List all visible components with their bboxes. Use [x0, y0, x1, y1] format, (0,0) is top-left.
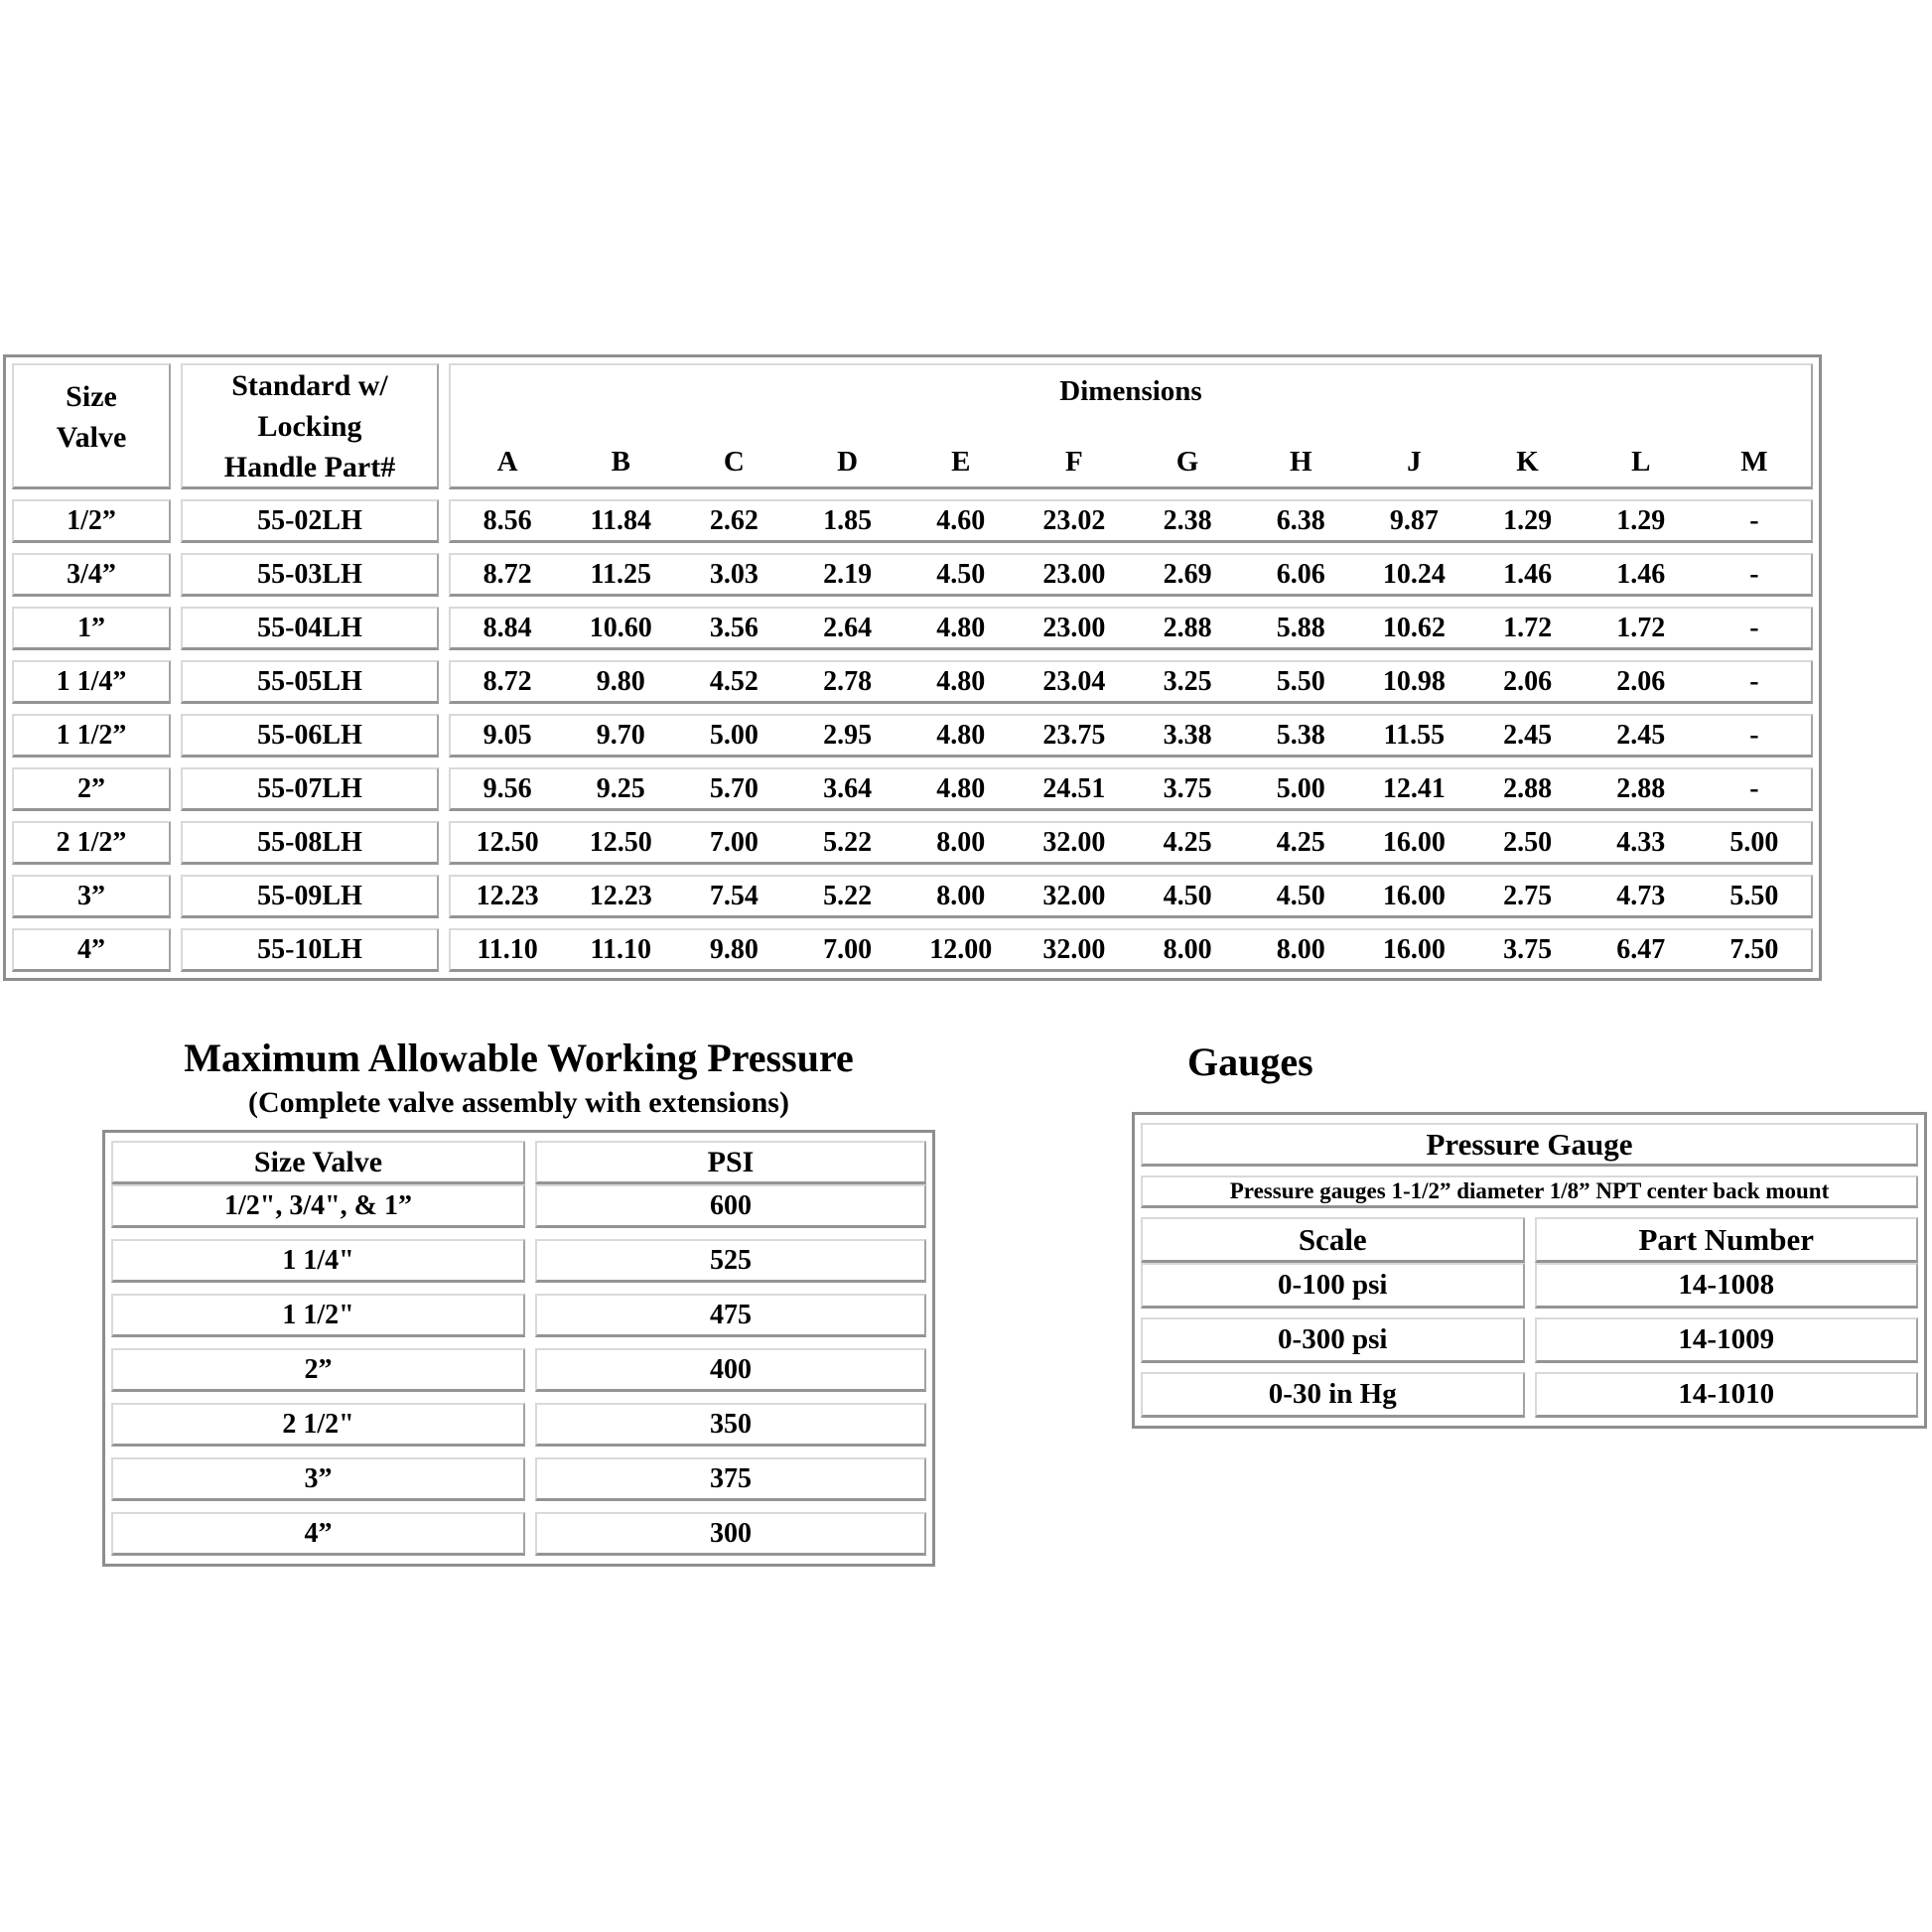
- dimension-value: 5.22: [823, 880, 873, 911]
- dimension-value: 1.29: [1616, 504, 1666, 536]
- dimension-values-cell: [449, 928, 1813, 972]
- dimension-value: 11.84: [590, 504, 651, 536]
- dimension-value: 5.88: [1276, 612, 1325, 643]
- dimension-value: 11.55: [1383, 719, 1446, 751]
- dimension-value: 1.72: [1616, 612, 1666, 643]
- scale-cell: 0-100 psi: [1141, 1263, 1525, 1309]
- dimension-letter: D: [837, 446, 859, 478]
- dimension-value: 32.00: [1042, 826, 1106, 858]
- dimensions-table-body: [12, 499, 1813, 972]
- dimension-value: 10.60: [589, 612, 652, 643]
- table-row: [12, 660, 1813, 704]
- dimension-letter: E: [951, 446, 971, 478]
- dimension-value: 12.00: [929, 933, 993, 965]
- dimension-value: 2.06: [1616, 665, 1666, 697]
- dimension-value: 7.00: [709, 826, 759, 858]
- part-number-cell: 14-1010: [1535, 1372, 1919, 1418]
- dimension-value: 24.51: [1042, 772, 1106, 804]
- dimension-value: -: [1749, 665, 1759, 697]
- dimension-values-cell: [449, 553, 1813, 597]
- size-valve-cell: 4”: [111, 1512, 525, 1556]
- dimension-value: 2.19: [823, 558, 873, 590]
- dimension-value: 1.72: [1503, 612, 1553, 643]
- psi-cell: 600: [535, 1184, 926, 1228]
- dimension-value: 7.50: [1729, 933, 1779, 965]
- dimension-value: 8.00: [1276, 933, 1325, 965]
- dimension-value: 11.10: [590, 933, 651, 965]
- scale-column-header: Scale: [1141, 1217, 1525, 1263]
- dimension-value: 16.00: [1382, 826, 1446, 858]
- dimension-value: 4.73: [1616, 880, 1666, 911]
- dimension-value: 6.38: [1276, 504, 1325, 536]
- dimension-value: 2.88: [1503, 772, 1553, 804]
- dimension-value: 7.00: [823, 933, 873, 965]
- dimension-value: 7.54: [709, 880, 759, 911]
- part-number-cell: 55-05LH: [181, 660, 439, 704]
- size-valve-cell: 3/4”: [12, 553, 171, 597]
- dimension-value: 3.25: [1163, 665, 1212, 697]
- dimension-value: 4.52: [709, 665, 759, 697]
- dimension-value: 3.03: [709, 558, 759, 590]
- dimension-value: 16.00: [1382, 880, 1446, 911]
- dimension-value: 8.00: [936, 826, 986, 858]
- psi-cell: 400: [535, 1348, 926, 1392]
- size-valve-cell: 1/2", 3/4", & 1”: [111, 1184, 525, 1228]
- dimension-letters-row: [451, 446, 1811, 479]
- part-number-cell: 14-1009: [1535, 1317, 1919, 1363]
- size-valve-cell: 2 1/2": [111, 1403, 525, 1447]
- dimension-value: 5.22: [823, 826, 873, 858]
- psi-cell: 525: [535, 1239, 926, 1283]
- dimension-value: 2.88: [1616, 772, 1666, 804]
- dimension-value: -: [1749, 612, 1759, 643]
- dimension-letter: A: [496, 446, 518, 478]
- table-row: [111, 1457, 926, 1501]
- dimension-value: 5.38: [1276, 719, 1325, 751]
- dimension-value: 12.50: [476, 826, 539, 858]
- dimension-letter: G: [1175, 446, 1199, 478]
- dimensions-header-title: Dimensions: [1059, 375, 1202, 407]
- table-row: [12, 553, 1813, 597]
- gauges-title: Gauges: [1187, 1039, 1313, 1084]
- dimension-value: 3.64: [823, 772, 873, 804]
- dimension-value: 9.25: [596, 772, 645, 804]
- size-valve-cell: 2”: [111, 1348, 525, 1392]
- dimension-value: 8.00: [936, 880, 986, 911]
- pressure-section-header: [102, 1036, 935, 1120]
- size-valve-column-header: Size Valve: [111, 1141, 525, 1184]
- dimension-value: 2.69: [1163, 558, 1212, 590]
- dimension-value: 4.50: [936, 558, 986, 590]
- table-row: [1141, 1317, 1918, 1363]
- dimension-values-cell: [449, 499, 1813, 543]
- part-number-header-line: Standard w/: [231, 368, 388, 402]
- part-number-cell: 14-1008: [1535, 1263, 1919, 1309]
- dimension-value: 1.85: [823, 504, 873, 536]
- dimension-values-cell: [449, 821, 1813, 865]
- dimension-letter: F: [1065, 446, 1083, 478]
- part-number-cell: 55-08LH: [181, 821, 439, 865]
- dimension-value: 5.00: [1276, 772, 1325, 804]
- dimension-values-cell: [449, 660, 1813, 704]
- table-row: [111, 1512, 926, 1556]
- dimension-value: 9.80: [709, 933, 759, 965]
- dimension-value: 32.00: [1042, 880, 1106, 911]
- part-number-cell: 55-04LH: [181, 607, 439, 650]
- dimension-value: 2.78: [823, 665, 873, 697]
- table-row: [111, 1294, 926, 1337]
- table-row: [12, 767, 1813, 811]
- gauges-table-subtitle-row: [1141, 1175, 1918, 1208]
- dimension-value: 23.00: [1042, 612, 1106, 643]
- dimension-value: 1.46: [1503, 558, 1553, 590]
- dimension-value: 2.38: [1163, 504, 1212, 536]
- dimension-letter: B: [611, 446, 630, 478]
- pressure-gauge-subtitle-cell: Pressure gauges 1-1/2” diameter 1/8” NPT center back mount: [1141, 1175, 1918, 1208]
- pressure-table: [102, 1130, 935, 1567]
- part-number-cell: 55-07LH: [181, 767, 439, 811]
- dimension-value: 3.75: [1163, 772, 1212, 804]
- dimension-value: 12.41: [1382, 772, 1446, 804]
- dimension-value: 9.70: [596, 719, 645, 751]
- dimension-value: 23.04: [1042, 665, 1106, 697]
- dimension-value: 11.25: [590, 558, 651, 590]
- dimension-value: 8.72: [483, 558, 532, 590]
- dimension-value: 8.56: [483, 504, 532, 536]
- table-row: [12, 499, 1813, 543]
- psi-column-header: PSI: [535, 1141, 926, 1184]
- dimension-values-cell: [449, 875, 1813, 918]
- part-number-header-line: Locking: [257, 409, 362, 443]
- dimension-value: 9.87: [1389, 504, 1439, 536]
- table-row: [111, 1184, 926, 1228]
- pressure-gauge-title-cell: Pressure Gauge: [1141, 1123, 1918, 1167]
- dimension-letter: L: [1631, 446, 1651, 478]
- dimension-value: 9.05: [483, 719, 532, 751]
- table-row: [12, 607, 1813, 650]
- dimension-values-cell: [449, 714, 1813, 758]
- dimension-value: 32.00: [1042, 933, 1106, 965]
- dimension-value: 2.50: [1503, 826, 1553, 858]
- dimension-value: 2.95: [823, 719, 873, 751]
- dimension-value: 16.00: [1382, 933, 1446, 965]
- part-number-header-line: Handle Part#: [223, 450, 396, 483]
- size-valve-cell: 1”: [12, 607, 171, 650]
- size-valve-cell: 1 1/2”: [12, 714, 171, 758]
- dimension-value: 4.50: [1163, 880, 1212, 911]
- size-valve-cell: 1 1/4": [111, 1239, 525, 1283]
- table-row: [111, 1403, 926, 1447]
- dimension-value: 9.80: [596, 665, 645, 697]
- size-valve-cell: 4”: [12, 928, 171, 972]
- size-valve-header-line: Size: [66, 380, 117, 413]
- dimension-value: 10.62: [1382, 612, 1446, 643]
- dimension-value: 4.50: [1276, 880, 1325, 911]
- dimension-value: -: [1749, 772, 1759, 804]
- size-valve-cell: 2 1/2”: [12, 821, 171, 865]
- dimension-letter: K: [1516, 446, 1539, 478]
- size-valve-cell: 3”: [12, 875, 171, 918]
- dimension-value: 23.02: [1042, 504, 1106, 536]
- dimension-value: 9.56: [483, 772, 532, 804]
- dimension-value: 1.29: [1503, 504, 1553, 536]
- size-valve-cell: 1 1/4”: [12, 660, 171, 704]
- dimension-value: 8.84: [483, 612, 532, 643]
- part-number-cell: 55-10LH: [181, 928, 439, 972]
- gauges-table-header-row: [1141, 1217, 1918, 1263]
- dimension-value: 1.46: [1616, 558, 1666, 590]
- dimension-value: 2.45: [1616, 719, 1666, 751]
- table-row: [12, 714, 1813, 758]
- dimension-value: 10.98: [1382, 665, 1446, 697]
- size-valve-header-cell: [12, 363, 171, 489]
- dimension-value: 2.88: [1163, 612, 1212, 643]
- dimension-value: 4.80: [936, 665, 986, 697]
- dimension-letter: H: [1289, 446, 1312, 478]
- part-number-cell: 55-03LH: [181, 553, 439, 597]
- part-number-cell: 55-02LH: [181, 499, 439, 543]
- gauges-table-title-row: [1141, 1123, 1918, 1167]
- table-row: [12, 928, 1813, 972]
- dimension-value: 4.25: [1276, 826, 1325, 858]
- table-row: [12, 875, 1813, 918]
- size-valve-cell: 2”: [12, 767, 171, 811]
- pressure-table-body: [111, 1184, 926, 1556]
- dimension-value: 4.60: [936, 504, 986, 536]
- size-valve-cell: 1/2”: [12, 499, 171, 543]
- dimension-value: 2.45: [1503, 719, 1553, 751]
- dimension-value: 4.33: [1616, 826, 1666, 858]
- dimension-letter: J: [1407, 446, 1422, 478]
- dimension-letter: C: [723, 446, 745, 478]
- table-row: [1141, 1263, 1918, 1309]
- dimension-value: 4.80: [936, 612, 986, 643]
- part-number-cell: 55-09LH: [181, 875, 439, 918]
- psi-cell: 300: [535, 1512, 926, 1556]
- dimension-value: 12.23: [589, 880, 652, 911]
- size-valve-header-line: Valve: [56, 421, 127, 454]
- dimension-value: 2.62: [709, 504, 759, 536]
- part-number-header-cell: [181, 363, 439, 489]
- dimension-value: 5.70: [709, 772, 759, 804]
- dimension-value: 4.25: [1163, 826, 1212, 858]
- dimension-letter: M: [1740, 446, 1768, 478]
- part-number-column-header: Part Number: [1535, 1217, 1919, 1263]
- psi-cell: 475: [535, 1294, 926, 1337]
- gauges-table: [1132, 1112, 1927, 1429]
- scale-cell: 0-30 in Hg: [1141, 1372, 1525, 1418]
- dimension-value: 23.75: [1042, 719, 1106, 751]
- table-row: [111, 1348, 926, 1392]
- dimension-value: 3.75: [1503, 933, 1553, 965]
- dimension-value: 2.06: [1503, 665, 1553, 697]
- dimension-values-cell: [449, 607, 1813, 650]
- dimension-value: 5.50: [1276, 665, 1325, 697]
- dimension-value: 2.64: [823, 612, 873, 643]
- size-valve-cell: 1 1/2": [111, 1294, 525, 1337]
- table-row: [1141, 1372, 1918, 1418]
- size-valve-cell: 3”: [111, 1457, 525, 1501]
- dimension-value: 12.23: [476, 880, 539, 911]
- dimension-value: 5.00: [1729, 826, 1779, 858]
- dimension-value: -: [1749, 504, 1759, 536]
- dimension-value: -: [1749, 719, 1759, 751]
- dimension-value: 4.80: [936, 719, 986, 751]
- dimension-value: 3.56: [709, 612, 759, 643]
- psi-cell: 350: [535, 1403, 926, 1447]
- dimension-value: 23.00: [1042, 558, 1106, 590]
- dimension-value: -: [1749, 558, 1759, 590]
- dimensions-header-cell: [449, 363, 1813, 489]
- dimension-value: 4.80: [936, 772, 986, 804]
- table-row: [111, 1239, 926, 1283]
- valve-dimensions-table: [3, 354, 1822, 981]
- pressure-table-header-row: [111, 1141, 926, 1184]
- dimension-value: 2.75: [1503, 880, 1553, 911]
- part-number-cell: 55-06LH: [181, 714, 439, 758]
- psi-cell: 375: [535, 1457, 926, 1501]
- dimension-value: 8.00: [1163, 933, 1212, 965]
- dimension-value: 6.06: [1276, 558, 1325, 590]
- dimensions-table-header-row: [12, 363, 1813, 489]
- dimension-value: 10.24: [1382, 558, 1446, 590]
- dimension-value: 12.50: [589, 826, 652, 858]
- gauges-table-body: [1141, 1263, 1918, 1418]
- scale-cell: 0-300 psi: [1141, 1317, 1525, 1363]
- table-row: [12, 821, 1813, 865]
- dimension-value: 8.72: [483, 665, 532, 697]
- dimension-value: 5.00: [709, 719, 759, 751]
- dimension-value: 11.10: [477, 933, 538, 965]
- pressure-title: Maximum Allowable Working Pressure: [184, 1035, 854, 1080]
- pressure-subtitle: (Complete valve assembly with extensions): [248, 1086, 789, 1119]
- dimension-value: 5.50: [1729, 880, 1779, 911]
- dimension-value: 6.47: [1616, 933, 1666, 965]
- dimension-value: 3.38: [1163, 719, 1212, 751]
- dimension-values-cell: [449, 767, 1813, 811]
